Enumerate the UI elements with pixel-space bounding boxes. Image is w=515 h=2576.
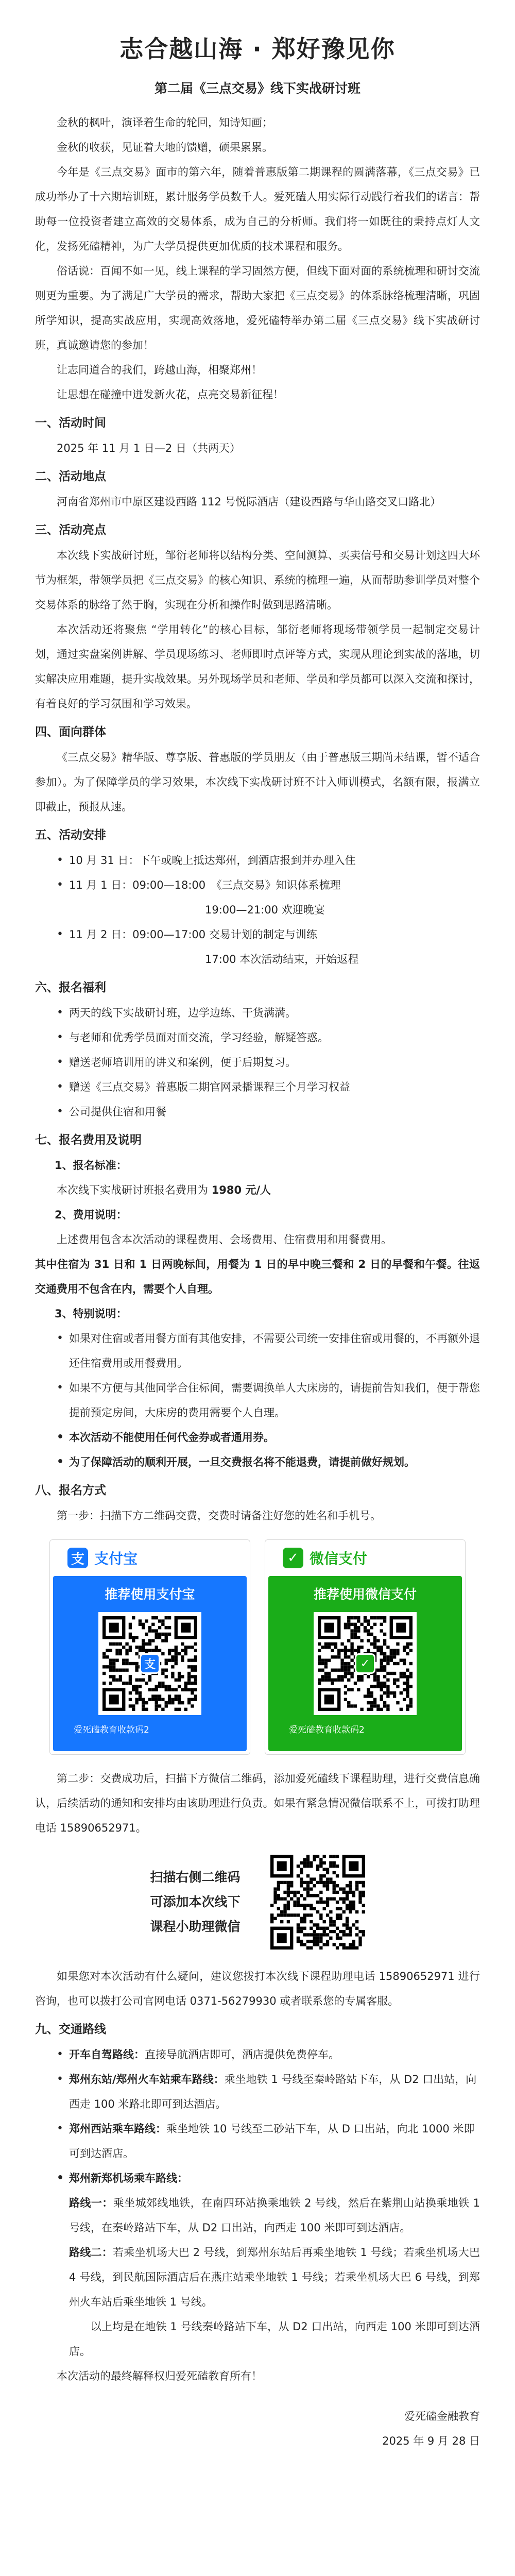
benefit-item: • 公司提供住宿和用餐 bbox=[55, 1099, 480, 1124]
schedule-list bbox=[35, 848, 480, 897]
airport-route-1-text: 乘坐城郊线地铁，在南四环站换乘地铁 2 号线，然后在紫荆山站换乘地铁 1 号线，在秦岭路站下车，从 D2 口出站，向西走 100 米即可到达酒店。 bbox=[69, 2197, 480, 2234]
transport-train bbox=[55, 2067, 480, 2116]
section-location-body: 河南省郑州市中原区建设西路 112 号悦际酒店（建设西路与华山路交叉口路北） bbox=[57, 496, 441, 508]
section-transport-heading: 九、交通路线 bbox=[35, 2023, 106, 2036]
wechat-qr-logo-icon: ✓ bbox=[355, 1653, 375, 1674]
fee-note-item: • 为了保障活动的顺利开展，一旦交费报名将不能退费，请提前做好规划。 bbox=[55, 1450, 480, 1475]
fee-desc-bold: 其中住宿为 31 日和 1 日两晚标间，用餐为 1 日的早中晚三餐和 2 日的早餐和午餐。往返交通费用不包含在内，需要个人自理。 bbox=[35, 1258, 480, 1295]
wechat-header bbox=[265, 1540, 465, 1576]
wechat-shop-name: 爱死磕教育收款码2 bbox=[289, 1725, 365, 1735]
section-schedule-heading: 五、活动安排 bbox=[35, 828, 106, 842]
alipay-shop-name: 爱死磕教育收款码2 bbox=[74, 1725, 149, 1735]
schedule-nov2: • 11 月 2 日：09:00—17:00 交易计划的制定与训练 bbox=[55, 922, 480, 947]
fee-desc-heading: 2、费用说明： bbox=[55, 1209, 127, 1221]
sub-title: 第二届《三点交易》线下实战研讨班 bbox=[154, 81, 360, 96]
section-location-heading: 二、活动地点 bbox=[35, 470, 106, 483]
assistant-qr-line-1: 扫描右侧二维码 bbox=[150, 1870, 241, 1885]
fee-note-list bbox=[35, 1326, 480, 1475]
transport-west-label: 郑州西站乘车路线： bbox=[69, 2123, 166, 2135]
assistant-qr-line-3: 课程小助理微信 bbox=[150, 1919, 241, 1934]
fee-note-item: • 如果不方便与其他同学合住标间，需要调换单人大床房的，请提前告知我们，便于帮您提前预定房间，大床房的费用需要个人自理。 bbox=[55, 1376, 480, 1425]
register-step-1: 第一步：扫描下方二维码交费，交费时请备注好您的姓名和手机号。 bbox=[57, 1510, 381, 1522]
transport-west bbox=[55, 2116, 480, 2166]
alipay-scan-text: 推荐使用支付宝 bbox=[105, 1587, 195, 1602]
alipay-header bbox=[50, 1540, 250, 1576]
intro-paragraph-2: 今年是《三点交易》面市的第六年，随着普惠版第二期课程的圆满落幕，《三点交易》已成功举办了十六期培训班，累计服务学员数千人。爱死磕人用实际行动践行着我们的诺言：帮助每一位投资者建立高效的交易体系，成为自己的分析师。我们将一如既往的秉持点灯人文化，发扬死磕精神，为广大学员提供更加优质的技术课程和服务。 bbox=[35, 166, 480, 252]
benefit-item: • 赠送老师培训用的讲义和案例，便于后期复习。 bbox=[55, 1050, 480, 1075]
wechat-scan-text: 推荐使用微信支付 bbox=[313, 1587, 417, 1602]
schedule-oct31: • 10 月 31 日：下午或晚上抵达郑州，到酒店报到并办理入住 bbox=[55, 848, 480, 873]
fee-standard-text: 本次线下实战研讨班报名费用为 bbox=[57, 1184, 212, 1196]
footer-org: 爱死磕金融教育 bbox=[404, 2410, 480, 2422]
transport-west-text: 乘坐地铁 10 号线至二砂站下车，从 D 口出站，向北 1000 米即可到达酒店。 bbox=[69, 2123, 475, 2160]
airport-route-2-text: 若乘坐机场大巴 2 号线，到郑州东站后再乘坐地铁 1 号线；若乘坐机场大巴 4 号线，到民航国际酒店后在燕庄站乘坐地铁 1 号线；若乘坐机场大巴 6 号线，到郑州火车站后乘坐地铁 1 号线。 bbox=[69, 2246, 480, 2308]
wechat-brand: 微信支付 bbox=[310, 1550, 368, 1567]
assistant-qr-text bbox=[150, 1865, 240, 1939]
section-highlights-p2: 本次活动还将聚焦 “学用转化”的核心目标，邹衍老师将现场带领学员一起制定交易计划，通过实盘案例讲解、学员现场练习、老师即时点评等方式，实现从理论到实战的落地，切实解决应用难题，提升实战效果。另外现场学员和老师、学员和学员都可以深入交流和探讨，有着良好的学习氛围和学习效果。 bbox=[35, 623, 480, 710]
alipay-qr-code[interactable] bbox=[98, 1612, 201, 1715]
transport-drive-text: 直接导航酒店即可，酒店提供免费停车。 bbox=[145, 2048, 339, 2061]
benefit-item: • 赠送《三点交易》普惠版二期官网录播课程三个月学习权益 bbox=[55, 1075, 480, 1099]
intro-line-5: 让思想在碰撞中迸发新火花，点亮交易新征程！ bbox=[57, 388, 284, 401]
intro-line-4: 让志同道合的我们，跨越山海，相聚郑州！ bbox=[57, 364, 262, 376]
wechat-body bbox=[268, 1576, 462, 1751]
airport-route-1 bbox=[35, 2191, 480, 2240]
schedule-nov2-end: 17:00 本次活动结束，开始返程 bbox=[205, 953, 359, 965]
schedule-nov1-evening: 19:00—21:00 欢迎晚宴 bbox=[205, 904, 325, 916]
transport-train-text: 乘坐地铁 1 号线至秦岭路站下车，从 D2 口出站，向西走 100 米路北即可到达酒店。 bbox=[69, 2073, 477, 2110]
main-title: 志合越山海 · 郑好豫见你 bbox=[119, 35, 396, 63]
transport-list bbox=[35, 2042, 480, 2191]
section-audience-body: 《三点交易》精华版、尊享版、普惠版的学员朋友（由于普惠版三期尚未结课，暂不适合参加）。为了保障学员的学习效果，本次线下实战研讨班不计入师训模式，名额有限，报满立即截止，预报从速。 bbox=[35, 751, 480, 813]
fee-note-heading: 3、特别说明： bbox=[55, 1308, 127, 1320]
fee-price: 1980 元/人 bbox=[211, 1184, 271, 1196]
fee-desc-body: 上述费用包含本次活动的课程费用、会场费用、住宿费用和用餐费用。 bbox=[57, 1233, 392, 1246]
register-step-2: 第二步：交费成功后，扫描下方微信二维码，添加爱死磕线下课程助理，进行交费信息确认，后续活动的通知和安排均由该助理进行负责。如果有紧急情况微信联系不上，可拨打助理电话 15890652971。 bbox=[35, 1772, 480, 1834]
transport-airport: • 郑州新郑机场乘车路线： bbox=[55, 2166, 480, 2191]
transport-drive-label: 开车自驾路线： bbox=[69, 2048, 145, 2061]
alipay-logo-icon: 支 bbox=[67, 1548, 88, 1568]
section-highlights-p1: 本次线下实战研讨班，邹衍老师将以结构分类、空间测算、买卖信号和交易计划这四大环节为框架，带领学员把《三点交易》的核心知识、系统的梳理一遍，从而帮助参训学员对整个交易体系的脉络了然于胸，实现在分析和操作时做到思路清晰。 bbox=[35, 549, 480, 611]
fee-note-item: • 如果对住宿或者用餐方面有其他安排，不需要公司统一安排住宿或用餐的，不再额外退还住宿费用或用餐费用。 bbox=[55, 1326, 480, 1376]
airport-route-2-label: 路线二： bbox=[69, 2246, 113, 2259]
benefit-item: • 与老师和优秀学员面对面交流，学习经验，解疑答惑。 bbox=[55, 1025, 480, 1050]
assistant-qr-code[interactable] bbox=[270, 1855, 365, 1950]
fee-standard-body bbox=[35, 1178, 480, 1202]
wechat-card bbox=[265, 1539, 466, 1755]
intro-line-1b: 金秋的收获，见证着大地的馈赠，硕果累累。 bbox=[57, 141, 273, 154]
section-benefits-heading: 六、报名福利 bbox=[35, 981, 106, 994]
payment-codes bbox=[35, 1539, 480, 1755]
section-time-body: 2025 年 11 月 1 日—2 日（共两天） bbox=[57, 442, 241, 454]
assistant-qr-line-2: 可添加本次线下 bbox=[150, 1894, 241, 1909]
alipay-qr-logo-icon: 支 bbox=[140, 1653, 160, 1674]
intro-line-1a: 金秋的枫叶，演译着生命的轮回，知诗知画； bbox=[57, 116, 273, 129]
airport-route-3: 以上均是在地铁 1 号线秦岭路站下车，从 D2 口出站，向西走 100 米即可到达酒店。 bbox=[69, 2320, 480, 2358]
intro-paragraph-3: 俗话说：百闻不如一见，线上课程的学习固然方便，但线下面对面的系统梳理和研讨交流则更为重要。为了满足广大学员的需求，帮助大家把《三点交易》的体系脉络梳理清晰，巩固所学知识，提高实战应用，实现高效落地，爱死磕特举办第二届《三点交易》线下实战研讨班，真诚邀请您的参加！ bbox=[35, 265, 480, 351]
fee-note-item: • 本次活动不能使用任何代金券或者通用券。 bbox=[55, 1425, 480, 1450]
alipay-body bbox=[53, 1576, 247, 1751]
airport-route-2 bbox=[35, 2240, 480, 2314]
assistant-qr-row bbox=[35, 1855, 480, 1950]
register-note: 如果您对本次活动有什么疑问，建议您拨打本次线下课程助理电话 15890652971 进行咨询，也可以拨打公司官网电话 0371-56279930 或者联系您的专属客服。 bbox=[35, 1970, 480, 2007]
transport-drive bbox=[55, 2042, 480, 2067]
fee-standard-heading: 1、报名标准： bbox=[55, 1159, 127, 1172]
alipay-brand: 支付宝 bbox=[94, 1550, 138, 1567]
section-highlights-heading: 三、活动亮点 bbox=[35, 523, 106, 537]
section-fee-heading: 七、报名费用及说明 bbox=[35, 1133, 142, 1147]
transport-train-label: 郑州东站/郑州火车站乘车路线： bbox=[69, 2073, 225, 2086]
schedule-list-2 bbox=[35, 922, 480, 947]
final-note: 本次活动的最终解释权归爱死磕教育所有！ bbox=[57, 2370, 262, 2382]
benefit-item: • 两天的线下实战研讨班，边学边练、干货满满。 bbox=[55, 1001, 480, 1025]
benefits-list bbox=[35, 1001, 480, 1124]
footer-date: 2025 年 9 月 28 日 bbox=[382, 2435, 480, 2447]
wechat-pay-logo-icon: ✓ bbox=[283, 1548, 303, 1568]
alipay-card bbox=[49, 1539, 250, 1755]
wechat-qr-code[interactable] bbox=[314, 1612, 417, 1715]
section-register-heading: 八、报名方式 bbox=[35, 1484, 106, 1497]
section-audience-heading: 四、面向群体 bbox=[35, 725, 106, 739]
schedule-nov1: • 11 月 1 日：09:00—18:00 《三点交易》知识体系梳理 bbox=[55, 873, 480, 897]
section-time-heading: 一、活动时间 bbox=[35, 416, 106, 430]
airport-route-1-label: 路线一： bbox=[69, 2197, 113, 2209]
